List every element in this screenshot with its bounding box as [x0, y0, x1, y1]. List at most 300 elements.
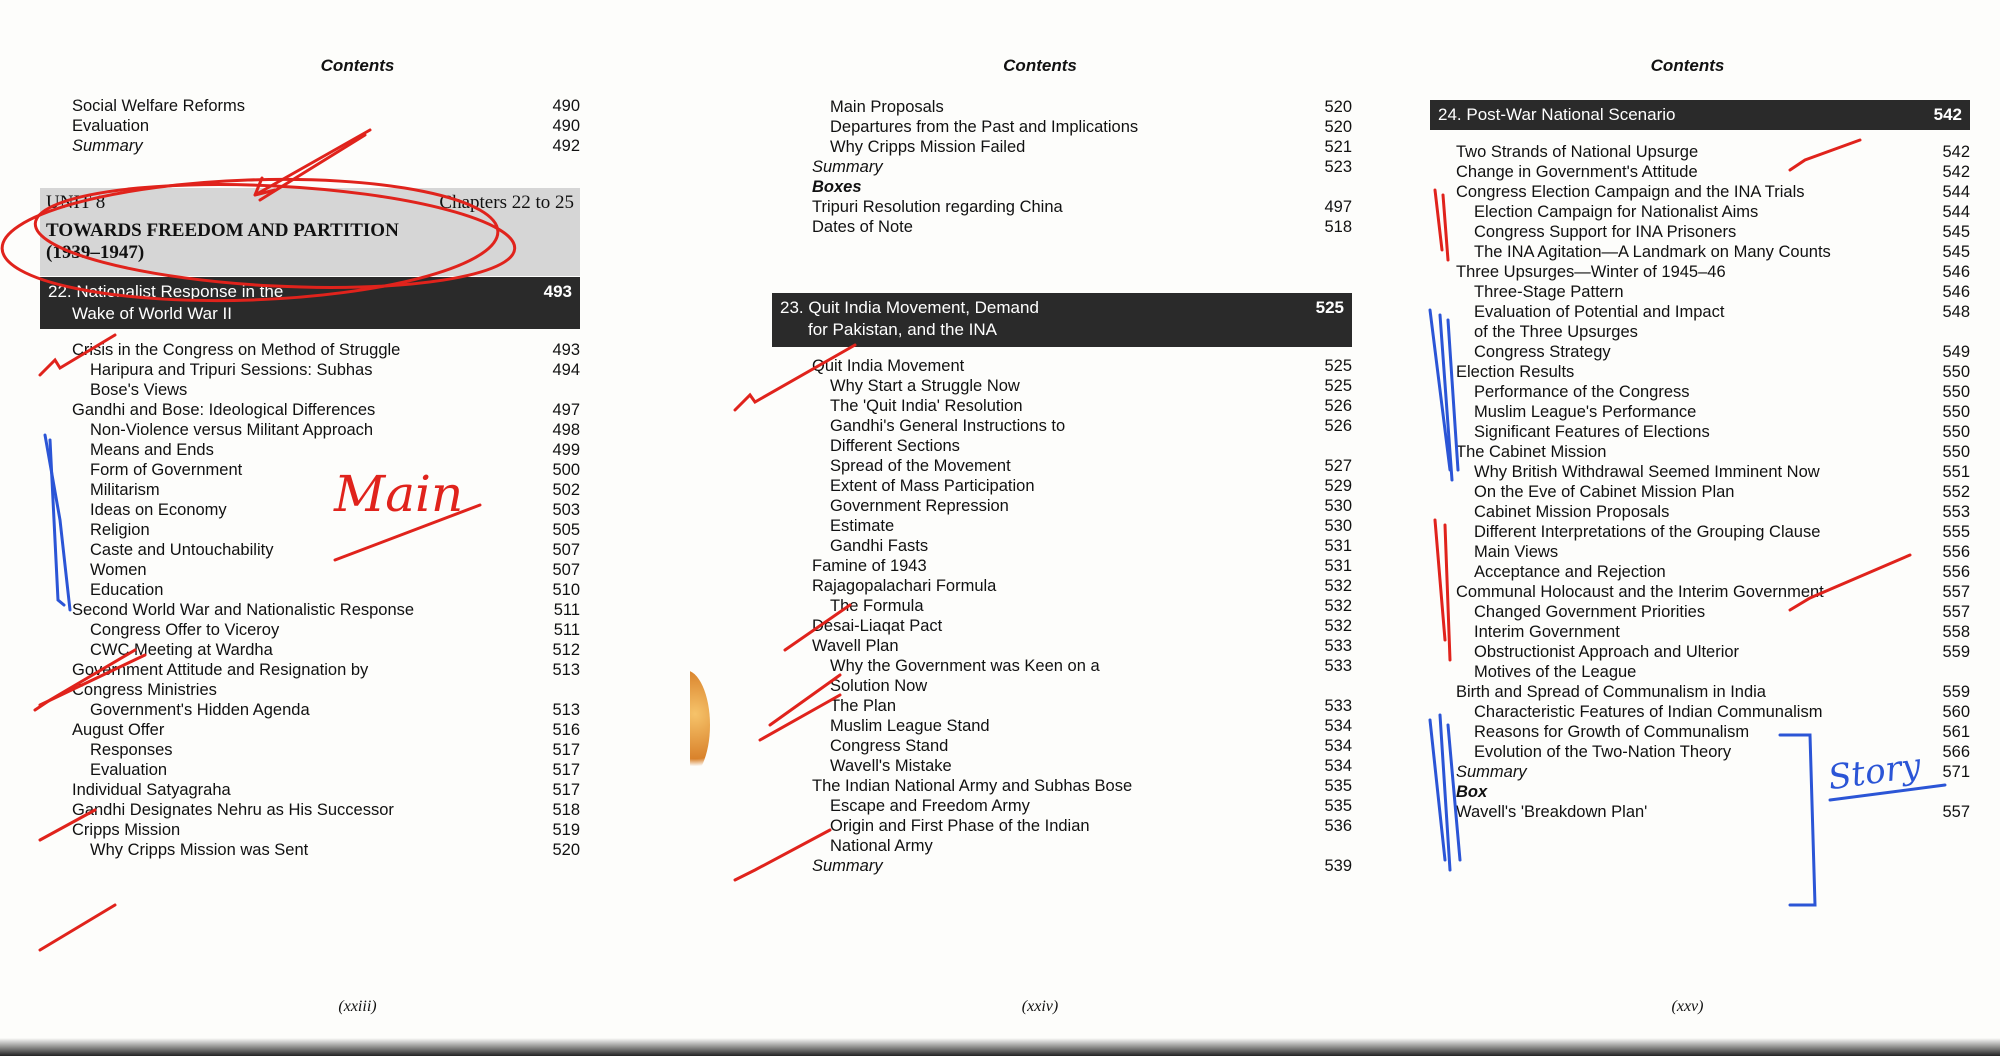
- toc-entry[interactable]: [812, 436, 1352, 456]
- toc-entry-title: Individual Satyagraha: [72, 781, 231, 799]
- chapter-title-line2: for Pakistan, and the INA: [808, 320, 997, 339]
- toc-entry-page: 513: [552, 701, 580, 719]
- toc-entry-page: 542: [1942, 163, 1970, 181]
- toc-entry-title: Why the Government was Keen on a: [830, 657, 1100, 675]
- toc-entry-page: 557: [1942, 583, 1970, 601]
- toc-entry-page: 519: [552, 821, 580, 839]
- toc-entry-title: Gandhi Fasts: [830, 537, 929, 555]
- toc-entry-page: 539: [1324, 857, 1352, 875]
- toc-entry-title: Congress Ministries: [72, 681, 217, 699]
- toc-entry-title: Changed Government Priorities: [1474, 603, 1706, 621]
- toc-entry-title: Ideas on Economy: [90, 501, 227, 519]
- chapter-page: 493: [543, 282, 572, 301]
- toc-entry-page: 533: [1324, 637, 1352, 655]
- toc-entry[interactable]: [1456, 482, 1970, 502]
- toc-entry-title: Gandhi and Bose: Ideological Differences: [72, 401, 376, 419]
- toc-entry-page: 518: [552, 801, 580, 819]
- toc-entry-page: 533: [1324, 657, 1352, 675]
- toc-entry-title: Congress Support for INA Prisoners: [1474, 223, 1737, 241]
- toc-entry-title: Change in Government's Attitude: [1456, 163, 1698, 181]
- page-heading: Contents: [1650, 56, 1725, 75]
- toc-entry-page: 493: [552, 341, 580, 359]
- toc-entry-title: Interim Government: [1474, 623, 1620, 641]
- toc-entry[interactable]: [1456, 642, 1970, 662]
- toc-entry-page: 520: [1324, 98, 1352, 116]
- toc-entry-title: Extent of Mass Participation: [830, 477, 1035, 495]
- toc-entry[interactable]: [1456, 282, 1970, 302]
- toc-entry-page: 525: [1324, 377, 1352, 395]
- toc-entry[interactable]: [72, 680, 580, 700]
- toc-entry-page: 556: [1942, 563, 1970, 581]
- toc-entry-title: Origin and First Phase of the Indian: [830, 817, 1090, 835]
- toc-entry[interactable]: [812, 556, 1352, 576]
- toc-entry-title: The 'Quit India' Resolution: [830, 397, 1023, 415]
- toc-entry-page: 526: [1324, 397, 1352, 415]
- page-edge-shadow: [0, 1038, 690, 1056]
- toc-entry-page: 533: [1324, 697, 1352, 715]
- toc-entry[interactable]: [1456, 802, 1970, 822]
- toc-entry[interactable]: [1456, 522, 1970, 542]
- page-folio: (xxiv): [1021, 998, 1059, 1015]
- toc-entry-page: 490: [552, 117, 580, 135]
- toc-entry-title: Social Welfare Reforms: [72, 97, 246, 115]
- toc-entry[interactable]: [812, 536, 1352, 556]
- toc-entry-page: 523: [1324, 158, 1352, 176]
- toc-entry-page: 516: [552, 721, 580, 739]
- toc-entry[interactable]: [72, 136, 580, 156]
- toc-entry-title: Famine of 1943: [812, 557, 927, 575]
- toc-entry-page: 531: [1324, 537, 1352, 555]
- toc-entry[interactable]: [812, 856, 1352, 876]
- toc-entry[interactable]: [812, 576, 1352, 596]
- toc-entry-title: Government Attitude and Resignation by: [72, 661, 369, 679]
- toc-entry-title: Evaluation: [90, 761, 168, 779]
- toc-entry-title: Crisis in the Congress on Method of Struggle: [72, 341, 401, 359]
- toc-entry-title: Significant Features of Elections: [1474, 423, 1710, 441]
- toc-entry[interactable]: [812, 516, 1352, 536]
- toc-entry[interactable]: [812, 676, 1352, 696]
- toc-entry[interactable]: [812, 656, 1352, 676]
- toc-entry[interactable]: [1456, 562, 1970, 582]
- toc-entry-title: Second World War and Nationalistic Response: [72, 601, 415, 619]
- toc-entry-title: Evaluation of Potential and Impact: [1474, 303, 1725, 321]
- toc-entry-title: Muslim League Stand: [830, 717, 990, 735]
- contents-page-xxv: [1390, 0, 2000, 1056]
- toc-entry-title: Non-Violence versus Militant Approach: [90, 421, 374, 439]
- toc-entry-page: 544: [1942, 203, 1970, 221]
- toc-entry[interactable]: [1456, 162, 1970, 182]
- toc-entry[interactable]: [812, 137, 1352, 157]
- toc-entry-page: 532: [1324, 577, 1352, 595]
- toc-entry-title: Obstructionist Approach and Ulterior: [1474, 643, 1740, 661]
- toc-entry-title: Acceptance and Rejection: [1474, 563, 1666, 581]
- toc-entry-title: On the Eve of Cabinet Mission Plan: [1474, 483, 1735, 501]
- unit-band: [40, 188, 580, 276]
- toc-entry[interactable]: [1456, 582, 1970, 602]
- toc-entry-title: Evolution of the Two-Nation Theory: [1474, 743, 1732, 761]
- chapter-23-bar[interactable]: [772, 293, 1352, 347]
- toc-entry-page: 550: [1942, 363, 1970, 381]
- toc-entry-page: 532: [1324, 597, 1352, 615]
- toc-entry-title: Militarism: [90, 481, 160, 499]
- toc-entry-page: 520: [552, 841, 580, 859]
- toc-entry[interactable]: [72, 520, 580, 540]
- toc-entry[interactable]: [72, 760, 580, 780]
- toc-entry-page: 500: [552, 461, 580, 479]
- toc-entry[interactable]: [812, 117, 1352, 137]
- toc-entry[interactable]: [1456, 142, 1970, 162]
- toc-entry[interactable]: [1456, 242, 1970, 262]
- toc-entry-page: 549: [1942, 343, 1970, 361]
- toc-entry-page: 548: [1942, 303, 1970, 321]
- toc-entry-page: 534: [1324, 717, 1352, 735]
- toc-entry[interactable]: [72, 480, 580, 500]
- toc-entry[interactable]: [1456, 502, 1970, 522]
- toc-entry[interactable]: [1456, 602, 1970, 622]
- toc-entry-page: 510: [552, 581, 580, 599]
- toc-entry[interactable]: [72, 740, 580, 760]
- chapter-title-line1: 23. Quit India Movement, Demand: [780, 298, 1039, 317]
- toc-entry[interactable]: [72, 840, 580, 860]
- toc-entry-title: Motives of the League: [1474, 663, 1637, 681]
- toc-entry-title: Cripps Mission: [72, 821, 181, 839]
- toc-entry-title: Birth and Spread of Communalism in India: [1456, 683, 1766, 701]
- chapter-page: 542: [1933, 105, 1962, 124]
- toc-entry[interactable]: [812, 596, 1352, 616]
- toc-entry-title: Election Campaign for Nationalist Aims: [1474, 203, 1759, 221]
- toc-entry[interactable]: [812, 776, 1352, 796]
- toc-entry-page: 518: [1324, 218, 1352, 236]
- toc-entry-title: Evaluation: [72, 117, 150, 135]
- toc-entry-page: 517: [552, 741, 580, 759]
- toc-entry[interactable]: [72, 780, 580, 800]
- unit-label: UNIT 8: [46, 192, 106, 213]
- toc-entry-page: 507: [552, 541, 580, 559]
- toc-entry-title: Wavell Plan: [812, 637, 899, 655]
- toc-entry-page: 534: [1324, 737, 1352, 755]
- toc-entry-title: Congress Election Campaign and the INA Trials: [1456, 183, 1805, 201]
- toc-list: [1456, 142, 1970, 822]
- toc-entry-title: Education: [90, 581, 164, 599]
- toc-entry-page: 503: [552, 501, 580, 519]
- toc-entry-title: Reasons for Growth of Communalism: [1474, 723, 1750, 741]
- toc-entry-page: 550: [1942, 383, 1970, 401]
- toc-entry[interactable]: [72, 540, 580, 560]
- toc-entry-title: Responses: [90, 741, 173, 759]
- toc-entry-title: Desai-Liaqat Pact: [812, 617, 943, 635]
- toc-entry-title: Wavell's Mistake: [830, 757, 952, 775]
- toc-entry[interactable]: [72, 640, 580, 660]
- page-heading: Contents: [320, 56, 395, 75]
- toc-entry-title: The Plan: [830, 697, 897, 715]
- toc-entry[interactable]: [1456, 462, 1970, 482]
- toc-entry[interactable]: [812, 616, 1352, 636]
- toc-entry-title: Bose's Views: [90, 381, 188, 399]
- toc-entry-page: 559: [1942, 643, 1970, 661]
- toc-entry-title: Means and Ends: [90, 441, 214, 459]
- toc-entry-page: 546: [1942, 283, 1970, 301]
- toc-entry-title: Spread of the Movement: [830, 457, 1011, 475]
- toc-entry[interactable]: [812, 356, 1352, 376]
- toc-entry[interactable]: [812, 177, 1352, 197]
- toc-entry-page: 550: [1942, 423, 1970, 441]
- contents-page-xxiii: [0, 0, 690, 1056]
- toc-entry-page: 552: [1942, 483, 1970, 501]
- toc-entry-title: Congress Offer to Viceroy: [90, 621, 280, 639]
- toc-entry-title: Women: [90, 561, 147, 579]
- toc-list: [812, 356, 1352, 876]
- toc-entry-page: 494: [552, 361, 580, 379]
- toc-entry-page: 530: [1324, 497, 1352, 515]
- toc-entry-title: Muslim League's Performance: [1474, 403, 1697, 421]
- toc-entry[interactable]: [1456, 442, 1970, 462]
- toc-entry[interactable]: [812, 716, 1352, 736]
- toc-entry[interactable]: [812, 836, 1352, 856]
- toc-entry[interactable]: [1456, 202, 1970, 222]
- toc-entry[interactable]: [1456, 342, 1970, 362]
- toc-entry-title: Wavell's 'Breakdown Plan': [1456, 803, 1648, 821]
- toc-entry[interactable]: [1456, 682, 1970, 702]
- unit-chapters: Chapters 22 to 25: [439, 192, 574, 213]
- toc-entry-title: Form of Government: [90, 461, 243, 479]
- toc-entry[interactable]: [812, 217, 1352, 237]
- toc-entry-title: CWC Meeting at Wardha: [90, 641, 273, 659]
- toc-entry-title: Haripura and Tripuri Sessions: Subhas: [90, 361, 373, 379]
- toc-entry-title: Main Views: [1474, 543, 1559, 561]
- handwritten-note-main: Main: [334, 465, 464, 523]
- toc-entry-page: 546: [1942, 263, 1970, 281]
- toc-entry-title: Different Sections: [830, 437, 960, 455]
- toc-entry-title: The Cabinet Mission: [1456, 443, 1607, 461]
- toc-entry[interactable]: [72, 700, 580, 720]
- toc-entry-page: 551: [1942, 463, 1970, 481]
- toc-entry-page: 499: [552, 441, 580, 459]
- toc-entry-page: 512: [552, 641, 580, 659]
- toc-entry-title: Caste and Untouchability: [90, 541, 274, 559]
- toc-entry-title: Summary: [72, 137, 143, 155]
- toc-entry[interactable]: [72, 500, 580, 520]
- toc-entry[interactable]: [1456, 702, 1970, 722]
- toc-entry-page: 505: [552, 521, 580, 539]
- toc-entry-title: Why British Withdrawal Seemed Imminent Now: [1474, 463, 1820, 481]
- toc-entry-page: 498: [552, 421, 580, 439]
- toc-entry-title: Quit India Movement: [812, 357, 965, 375]
- toc-entry[interactable]: [812, 796, 1352, 816]
- toc-entry-page: 520: [1324, 118, 1352, 136]
- toc-entry-page: 530: [1324, 517, 1352, 535]
- toc-entry-title: Dates of Note: [812, 218, 913, 236]
- toc-entry[interactable]: [812, 696, 1352, 716]
- toc-entry-title: Characteristic Features of Indian Communalism: [1474, 703, 1823, 721]
- toc-entry-title: Rajagopalachari Formula: [812, 577, 997, 595]
- toc-entry-title: Solution Now: [830, 677, 928, 695]
- toc-entry[interactable]: [72, 360, 580, 380]
- toc-entry[interactable]: [72, 380, 580, 400]
- toc-entry-page: 492: [552, 137, 580, 155]
- toc-entry[interactable]: [1456, 262, 1970, 282]
- unit-title: TOWARDS FREEDOM AND PARTITION: [46, 220, 399, 241]
- toc-entry-page: 502: [552, 481, 580, 499]
- toc-entry[interactable]: [1456, 302, 1970, 322]
- toc-entry-title: Box: [1456, 783, 1488, 801]
- toc-entry-title: Three-Stage Pattern: [1474, 283, 1624, 301]
- toc-entry[interactable]: [812, 197, 1352, 217]
- toc-entry-title: The Formula: [830, 597, 924, 615]
- toc-entry-page: 542: [1942, 143, 1970, 161]
- toc-entry[interactable]: [1456, 722, 1970, 742]
- toc-list-top: [812, 97, 1352, 237]
- toc-entry[interactable]: [72, 800, 580, 820]
- contents-page-xxiv: [690, 0, 1390, 1056]
- page-folio: (xxv): [1671, 998, 1704, 1015]
- toc-entry[interactable]: [72, 620, 580, 640]
- toc-entry-title: Boxes: [812, 178, 862, 196]
- toc-entry[interactable]: [812, 496, 1352, 516]
- toc-entry-title: Gandhi's General Instructions to: [830, 417, 1066, 435]
- toc-entry-title: Election Results: [1456, 363, 1575, 381]
- toc-entry-page: 532: [1324, 617, 1352, 635]
- toc-entry-title: Communal Holocaust and the Interim Government: [1456, 583, 1824, 601]
- toc-entry[interactable]: [72, 600, 580, 620]
- toc-entry-page: 566: [1942, 743, 1970, 761]
- toc-entry[interactable]: [812, 416, 1352, 436]
- toc-list: [72, 340, 580, 860]
- toc-entry-page: 511: [553, 601, 580, 619]
- toc-entry[interactable]: [812, 476, 1352, 496]
- toc-entry-title: Government Repression: [830, 497, 1009, 515]
- toc-entry-page: 490: [552, 97, 580, 115]
- toc-entry[interactable]: [812, 816, 1352, 836]
- toc-entry-title: Gandhi Designates Nehru as His Successor: [72, 801, 394, 819]
- toc-list-top: [72, 96, 580, 156]
- toc-entry-page: 531: [1324, 557, 1352, 575]
- chapter-title-line1: 24. Post-War National Scenario: [1438, 105, 1676, 124]
- toc-entry-page: 534: [1324, 757, 1352, 775]
- toc-entry-title: Summary: [812, 857, 883, 875]
- toc-entry[interactable]: [812, 376, 1352, 396]
- toc-entry[interactable]: [812, 157, 1352, 177]
- toc-entry-title: National Army: [830, 837, 933, 855]
- toc-entry[interactable]: [1456, 362, 1970, 382]
- toc-entry[interactable]: [72, 420, 580, 440]
- toc-entry-title: Why Cripps Mission Failed: [830, 138, 1026, 156]
- toc-entry[interactable]: [72, 400, 580, 420]
- toc-entry-page: 525: [1324, 357, 1352, 375]
- toc-entry-title: Different Interpretations of the Grouping Clause: [1474, 523, 1821, 541]
- toc-entry-title: The Indian National Army and Subhas Bose: [812, 777, 1133, 795]
- toc-entry[interactable]: [812, 396, 1352, 416]
- toc-entry[interactable]: [72, 580, 580, 600]
- toc-entry-title: Performance of the Congress: [1474, 383, 1690, 401]
- toc-entry-title: Main Proposals: [830, 98, 944, 116]
- toc-entry[interactable]: [1456, 182, 1970, 202]
- page-edge-shadow: [690, 1038, 1390, 1056]
- toc-entry-page: 559: [1942, 683, 1970, 701]
- toc-entry[interactable]: [812, 97, 1352, 117]
- page-edge-thumb: [690, 670, 710, 780]
- toc-entry-title: August Offer: [72, 721, 165, 739]
- page-heading: Contents: [1003, 56, 1077, 75]
- toc-entry-title: Religion: [90, 521, 150, 539]
- unit-years: (1939–1947): [46, 242, 145, 263]
- toc-entry[interactable]: [72, 116, 580, 136]
- toc-entry[interactable]: [1456, 622, 1970, 642]
- toc-entry[interactable]: [1456, 662, 1970, 682]
- toc-entry[interactable]: [72, 820, 580, 840]
- toc-entry[interactable]: [1456, 222, 1970, 242]
- toc-entry[interactable]: [72, 560, 580, 580]
- toc-entry[interactable]: [812, 456, 1352, 476]
- toc-entry[interactable]: [72, 720, 580, 740]
- toc-entry-page: 545: [1942, 223, 1970, 241]
- toc-entry-page: 497: [552, 401, 580, 419]
- toc-entry-page: 517: [552, 761, 580, 779]
- toc-entry-page: 544: [1942, 183, 1970, 201]
- toc-entry-page: 536: [1324, 817, 1352, 835]
- toc-entry[interactable]: [812, 736, 1352, 756]
- toc-entry[interactable]: [1456, 402, 1970, 422]
- toc-entry-page: 521: [1324, 138, 1352, 156]
- toc-entry-page: 556: [1942, 543, 1970, 561]
- toc-entry-page: 560: [1942, 703, 1970, 721]
- toc-entry-page: 535: [1324, 777, 1352, 795]
- toc-entry[interactable]: [72, 460, 580, 480]
- toc-entry-title: The INA Agitation—A Landmark on Many Counts: [1474, 243, 1831, 261]
- toc-entry-page: 529: [1324, 477, 1352, 495]
- toc-entry-title: Two Strands of National Upsurge: [1456, 143, 1699, 161]
- toc-entry-title: Government's Hidden Agenda: [90, 701, 310, 719]
- toc-entry[interactable]: [1456, 322, 1970, 342]
- page-folio: (xxiii): [338, 998, 377, 1015]
- toc-entry[interactable]: [1456, 382, 1970, 402]
- toc-entry-page: 550: [1942, 403, 1970, 421]
- toc-entry-title: Summary: [812, 158, 883, 176]
- chapter-22-bar[interactable]: [40, 277, 580, 329]
- toc-entry-page: 527: [1324, 457, 1352, 475]
- chapter-24-bar[interactable]: [1430, 100, 1970, 130]
- toc-entry-title: Escape and Freedom Army: [830, 797, 1030, 815]
- toc-entry-page: 511: [553, 621, 580, 639]
- toc-entry[interactable]: [812, 756, 1352, 776]
- toc-entry-page: 513: [552, 661, 580, 679]
- toc-entry-page: 517: [552, 781, 580, 799]
- handwritten-note-story: Story: [1825, 745, 1924, 799]
- toc-entry[interactable]: [72, 96, 580, 116]
- toc-entry-page: 557: [1942, 603, 1970, 621]
- toc-entry-page: 555: [1942, 523, 1970, 541]
- toc-entry-title: Tripuri Resolution regarding China: [812, 198, 1063, 216]
- toc-entry[interactable]: [1456, 422, 1970, 442]
- toc-entry[interactable]: [1456, 542, 1970, 562]
- toc-entry[interactable]: [72, 440, 580, 460]
- toc-entry-page: 558: [1942, 623, 1970, 641]
- toc-entry-page: 557: [1942, 803, 1970, 821]
- toc-entry-title: Why Cripps Mission was Sent: [90, 841, 309, 859]
- toc-entry[interactable]: [72, 660, 580, 680]
- toc-entry-title: Why Start a Struggle Now: [830, 377, 1020, 395]
- toc-entry-title: Estimate: [830, 517, 895, 535]
- toc-entry[interactable]: [812, 636, 1352, 656]
- toc-entry-page: 571: [1942, 763, 1970, 781]
- toc-entry-page: 497: [1324, 198, 1352, 216]
- toc-entry-title: Summary: [1456, 763, 1527, 781]
- toc-entry-page: 535: [1324, 797, 1352, 815]
- toc-entry[interactable]: [72, 340, 580, 360]
- toc-entry-page: 507: [552, 561, 580, 579]
- toc-entry-page: 553: [1942, 503, 1970, 521]
- toc-entry-page: 545: [1942, 243, 1970, 261]
- chapter-page: 525: [1315, 298, 1344, 317]
